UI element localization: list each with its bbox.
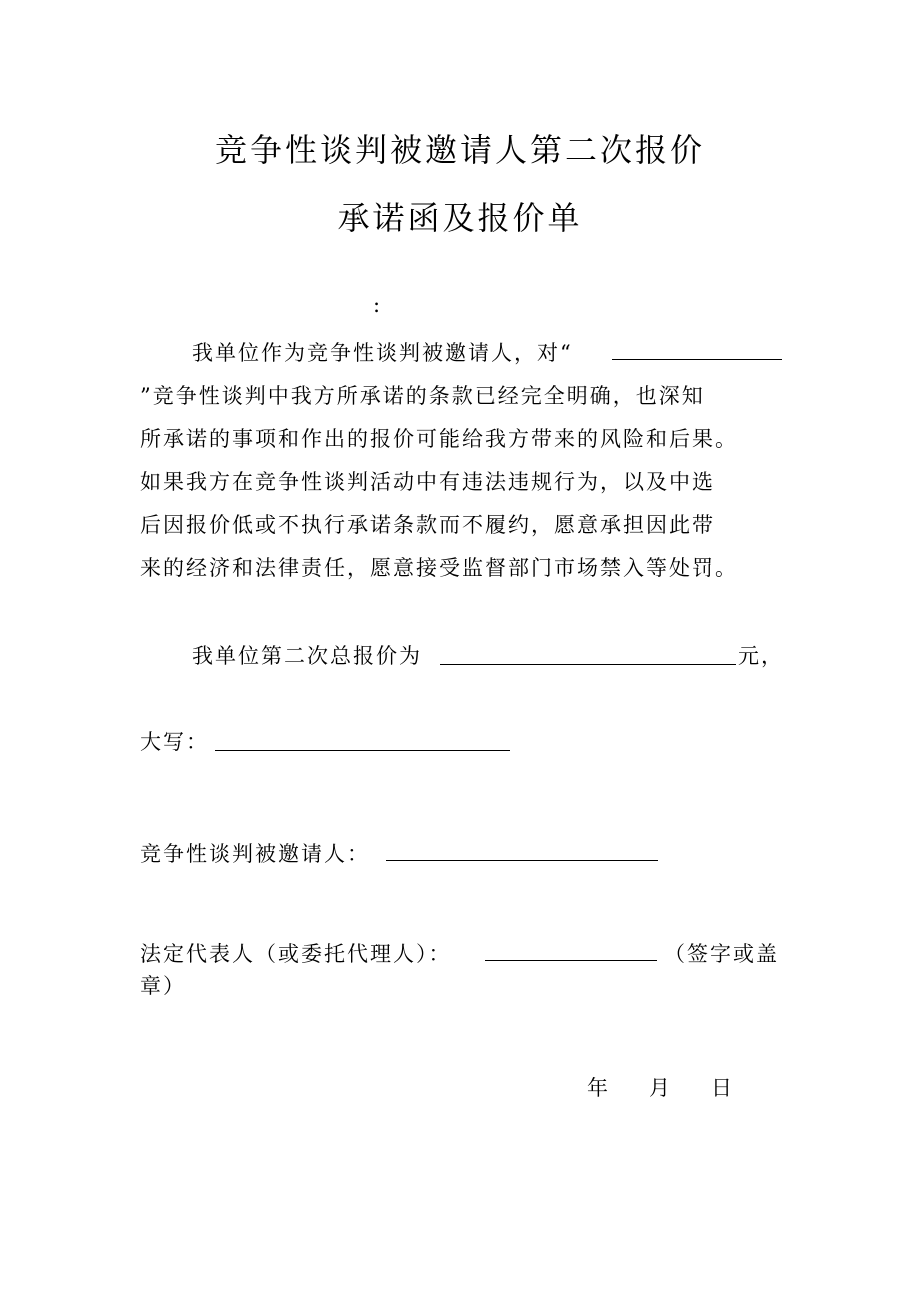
date-month: 月 <box>649 1076 672 1100</box>
uppercase-amount-label: 大写： <box>140 730 209 754</box>
sign-note-part-1: （签字或盖 <box>664 942 779 966</box>
total-price-unit: 元， <box>738 644 784 668</box>
paragraph-line-2: ”竞争性谈判中我方所承诺的条款已经完全明确，也深知 <box>140 384 705 408</box>
project-name-blank <box>612 359 782 360</box>
document-title-line-1: 竞争性谈判被邀请人第二次报价 <box>214 131 705 169</box>
paragraph-line-5: 后因报价低或不执行承诺条款而不履约，愿意承担因此带 <box>140 513 715 537</box>
paragraph-line-6: 来的经济和法律责任，愿意接受监督部门市场禁入等处罚。 <box>140 556 738 580</box>
paragraph-line-3: 所承诺的事项和作出的报价可能给我方带来的风险和后果。 <box>140 427 738 451</box>
representative-label: 法定代表人（或委托代理人）： <box>140 942 452 966</box>
uppercase-amount-blank <box>215 750 510 751</box>
document-title-line-2: 承诺函及报价单 <box>337 199 583 237</box>
bidder-label: 竞争性谈判被邀请人： <box>140 842 370 866</box>
representative-signature-blank <box>485 960 657 961</box>
paragraph-line-1: 我单位作为竞争性谈判被邀请人，对“ <box>192 341 573 365</box>
total-price-blank <box>440 664 736 665</box>
date-day: 日 <box>711 1076 734 1100</box>
addressee-colon: : <box>373 293 383 317</box>
date-year: 年 <box>587 1076 610 1100</box>
bidder-blank <box>386 860 658 861</box>
sign-note-part-2: 章） <box>140 974 186 998</box>
paragraph-line-4: 如果我方在竞争性谈判活动中有违法违规行为，以及中选 <box>140 470 715 494</box>
total-price-label: 我单位第二次总报价为 <box>192 644 422 668</box>
